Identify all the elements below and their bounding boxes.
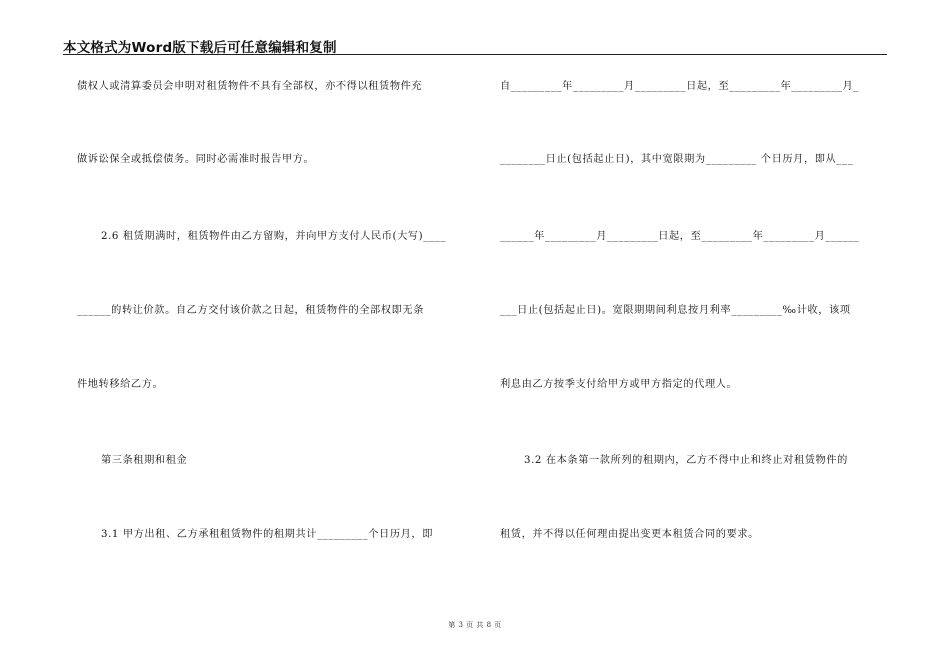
left-column: [77, 0, 477, 672]
clause-3-2-line: 3.2 在本条第一款所列的租期内，乙方不得中止和终止对租赁物件的: [524, 455, 848, 466]
body-text-line: 做诉讼保全或抵偿债务。同时必需准时报告甲方。: [77, 154, 315, 165]
body-text-line: ________日止(包括起止日)，其中宽限期为_________ 个日历月，即从___: [500, 154, 854, 165]
clause-2-6-line: 2.6 租赁期满时，租赁物件由乙方留购，并向甲方支付人民币(大写)____: [101, 231, 447, 242]
body-text-line: 租赁，并不得以任何理由提出变更本租赁合同的要求。: [500, 529, 759, 540]
body-text-line: ______年_________月_________日起，至_________年_________月______: [500, 231, 860, 242]
right-column: [500, 0, 900, 672]
body-text-line: 自_________年_________月_________日起，至_________年_________月_: [500, 81, 859, 92]
section-heading: 第三条租期和租金: [101, 455, 188, 466]
body-text-line: ______的转让价款。自乙方交付该价款之日起，租赁物件的全部权即无条: [77, 305, 424, 316]
body-text-line: ___日止(包括起止日)。宽限期期间利息按月利率_________‰计收，该项: [500, 305, 851, 316]
body-text-line: 利息由乙方按季支付给甲方或甲方指定的代理人。: [500, 379, 738, 390]
body-text-line: 件地转移给乙方。: [77, 379, 164, 390]
body-text-line: 债权人或清算委员会申明对租赁物件不具有全部权，亦不得以租赁物件充: [77, 81, 423, 92]
header-title: 本文格式为Word版下载后可任意编辑和复制: [63, 40, 337, 56]
page-number: 第 3 页 共 8 页: [448, 621, 502, 629]
clause-3-1-line: 3.1 甲方出租、乙方承租租赁物件的租期共计_________个日历月，即: [101, 529, 433, 540]
